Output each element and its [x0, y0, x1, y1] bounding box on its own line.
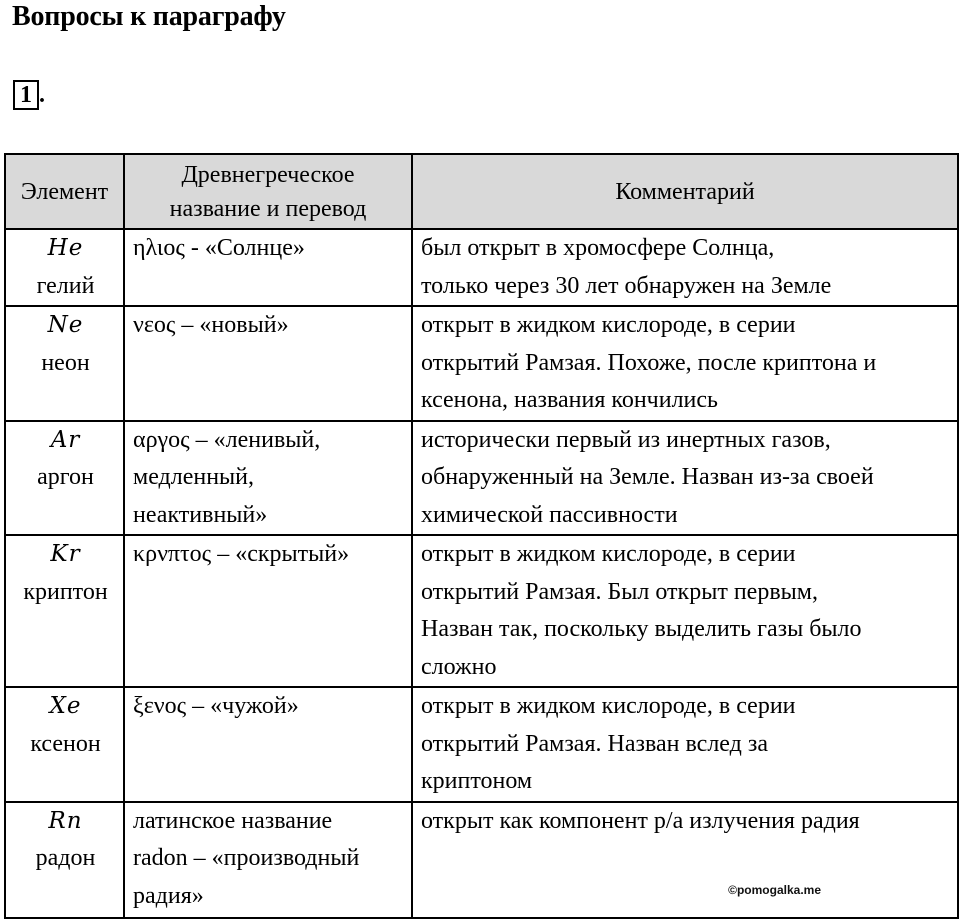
comment-line: открытий Рамзая. Был открыт первым,	[421, 578, 818, 605]
header-greek-name	[124, 154, 412, 229]
question-number-suffix: .	[39, 82, 45, 108]
table-row	[5, 421, 958, 536]
comment-cell	[412, 687, 958, 802]
comment-line: ксенона, названия кончились	[421, 387, 718, 413]
element-name: аргон	[37, 464, 94, 490]
watermark-text: ©pomogalka.me	[728, 882, 821, 897]
comment-line: только через 30 лет обнаружен на Земле	[421, 272, 832, 299]
element-cell	[5, 229, 124, 306]
element-name: радон	[35, 845, 96, 871]
element-symbol: He	[47, 235, 84, 261]
comment-line: химической пассивности	[421, 501, 678, 528]
comment-line: открыт как компонент р/а излучения радия	[421, 807, 860, 834]
header-element: Элемент	[5, 154, 124, 229]
comment-line: обнаруженный на Земле. Назван из-за своей	[421, 464, 874, 490]
comment-line: был открыт в хромосфере Солнца,	[421, 235, 775, 261]
greek-name-cell	[124, 687, 412, 802]
question-number	[13, 80, 45, 110]
greek-name-cell	[124, 229, 412, 306]
comment-cell	[412, 421, 958, 536]
greek-name-line: radon – «производный	[133, 845, 360, 871]
question-number-box: 1	[13, 80, 39, 110]
greek-name-cell	[124, 535, 412, 687]
element-cell	[5, 421, 124, 536]
greek-name-cell	[124, 306, 412, 421]
greek-name-line: κρνπτος – «скрытый»	[133, 541, 350, 567]
element-name: криптон	[23, 578, 108, 605]
table-row	[5, 229, 958, 306]
greek-name-cell	[124, 802, 412, 918]
greek-name-line: радия»	[133, 882, 204, 909]
element-cell	[5, 306, 124, 421]
comment-line: исторически первый из инертных газов,	[421, 426, 831, 453]
element-symbol: Xe	[49, 693, 82, 719]
table-row	[5, 535, 958, 687]
header-greek-line1: Древнегреческое	[181, 161, 355, 188]
comment-line: открытий Рамзая. Похоже, после криптона и	[421, 349, 877, 376]
comment-line: открыт в жидком кислороде, в серии	[421, 312, 796, 338]
comment-cell	[412, 229, 958, 306]
comment-line: сложно	[421, 653, 497, 680]
element-name: ксенон	[30, 730, 101, 757]
element-cell	[5, 535, 124, 687]
page-heading: Вопросы к параграфу	[12, 1, 286, 32]
table-row	[5, 802, 958, 918]
element-cell	[5, 687, 124, 802]
greek-name-line: ξενος – «чужой»	[133, 693, 299, 719]
comment-line: криптоном	[421, 768, 533, 794]
element-symbol: Ar	[50, 426, 81, 453]
element-symbol: Ne	[47, 312, 84, 338]
greek-name-line: латинское название	[133, 807, 333, 834]
comment-cell	[412, 802, 958, 918]
elements-table	[4, 153, 959, 919]
header-comment: Комментарий	[412, 154, 958, 229]
comment-line: открыт в жидком кислороде, в серии	[421, 693, 796, 719]
element-name: гелий	[36, 272, 95, 299]
table-row	[5, 687, 958, 802]
header-greek-line2: название и перевод	[169, 195, 367, 222]
comment-line: открыт в жидком кислороде, в серии	[421, 541, 796, 567]
greek-name-line: неактивный»	[133, 501, 268, 528]
table-row	[5, 306, 958, 421]
comment-cell	[412, 306, 958, 421]
element-symbol: Kr	[50, 541, 81, 567]
greek-name-line: медленный,	[133, 464, 255, 490]
comment-line: Назван так, поскольку выделить газы было	[421, 616, 862, 642]
element-name: неон	[41, 349, 90, 376]
comment-cell	[412, 535, 958, 687]
greek-name-line: νεος – «новый»	[133, 312, 289, 338]
comment-line: открытий Рамзая. Назван вслед за	[421, 730, 768, 757]
table-body	[5, 229, 958, 918]
greek-name-line: ηλιος - «Солнце»	[133, 235, 305, 261]
table-header-row	[5, 154, 958, 229]
element-cell	[5, 802, 124, 918]
element-symbol: Rn	[48, 807, 83, 834]
greek-name-cell	[124, 421, 412, 536]
greek-name-line: αργος – «ленивый,	[133, 426, 321, 453]
